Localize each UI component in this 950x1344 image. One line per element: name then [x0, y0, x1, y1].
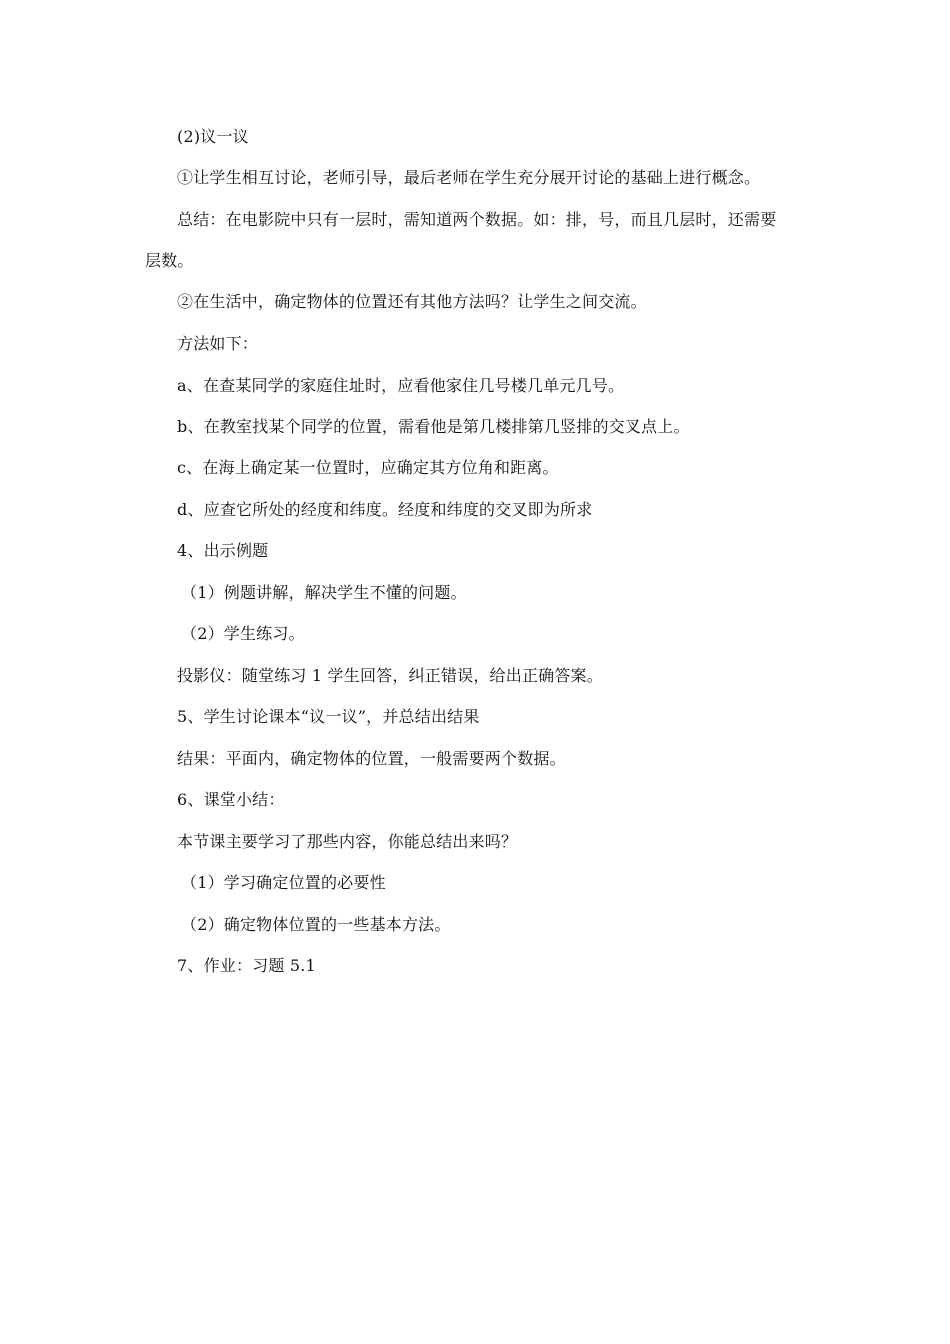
example-item-2: （2）学生练习。 [181, 624, 305, 643]
method-item-c: c、在海上确定某一位置时，应确定其方位角和距离。 [177, 458, 559, 477]
method-item-d: d、应查它所处的经度和纬度。经度和纬度的交叉即为所求 [177, 500, 593, 519]
result-paragraph: 结果：平面内，确定物体的位置，一般需要两个数据。 [177, 749, 566, 768]
summary-item-2: （2）确定物体位置的一些基本方法。 [181, 915, 451, 934]
paragraph-discussion-step-1: ①让学生相互讨论，老师引导，最后老师在学生充分展开讨论的基础上进行概念。 [177, 168, 761, 187]
section-4-heading: 4、出示例题 [177, 541, 269, 560]
heading-discuss: (2)议一议 [177, 127, 249, 146]
summary-question: 本节课主要学习了那些内容，你能总结出来吗？ [177, 832, 518, 851]
projector-practice: 投影仪：随堂练习 1 学生回答，纠正错误，给出正确答案。 [177, 666, 603, 685]
method-item-b: b、在教室找某个同学的位置，需看他是第几楼排第几竖排的交叉点上。 [177, 417, 690, 436]
paragraph-discussion-step-2: ②在生活中，确定物体的位置还有其他方法吗？让学生之间交流。 [177, 292, 647, 311]
paragraph-summary-continued: 层数。 [145, 251, 194, 270]
section-6-heading: 6、课堂小结： [177, 790, 285, 809]
example-item-1: （1）例题讲解，解决学生不懂的问题。 [181, 583, 467, 602]
methods-heading: 方法如下： [177, 334, 259, 353]
section-5-heading: 5、学生讨论课本“议一议”，并总结出结果 [177, 707, 480, 726]
paragraph-summary: 总结：在电影院中只有一层时，需知道两个数据。如：排，号，而且几层时，还需要 [177, 210, 777, 229]
section-7-homework: 7、作业：习题 5.1 [177, 956, 316, 975]
method-item-a: a、在查某同学的家庭住址时，应看他家住几号楼几单元几号。 [177, 376, 625, 395]
summary-item-1: （1）学习确定位置的必要性 [181, 873, 386, 892]
